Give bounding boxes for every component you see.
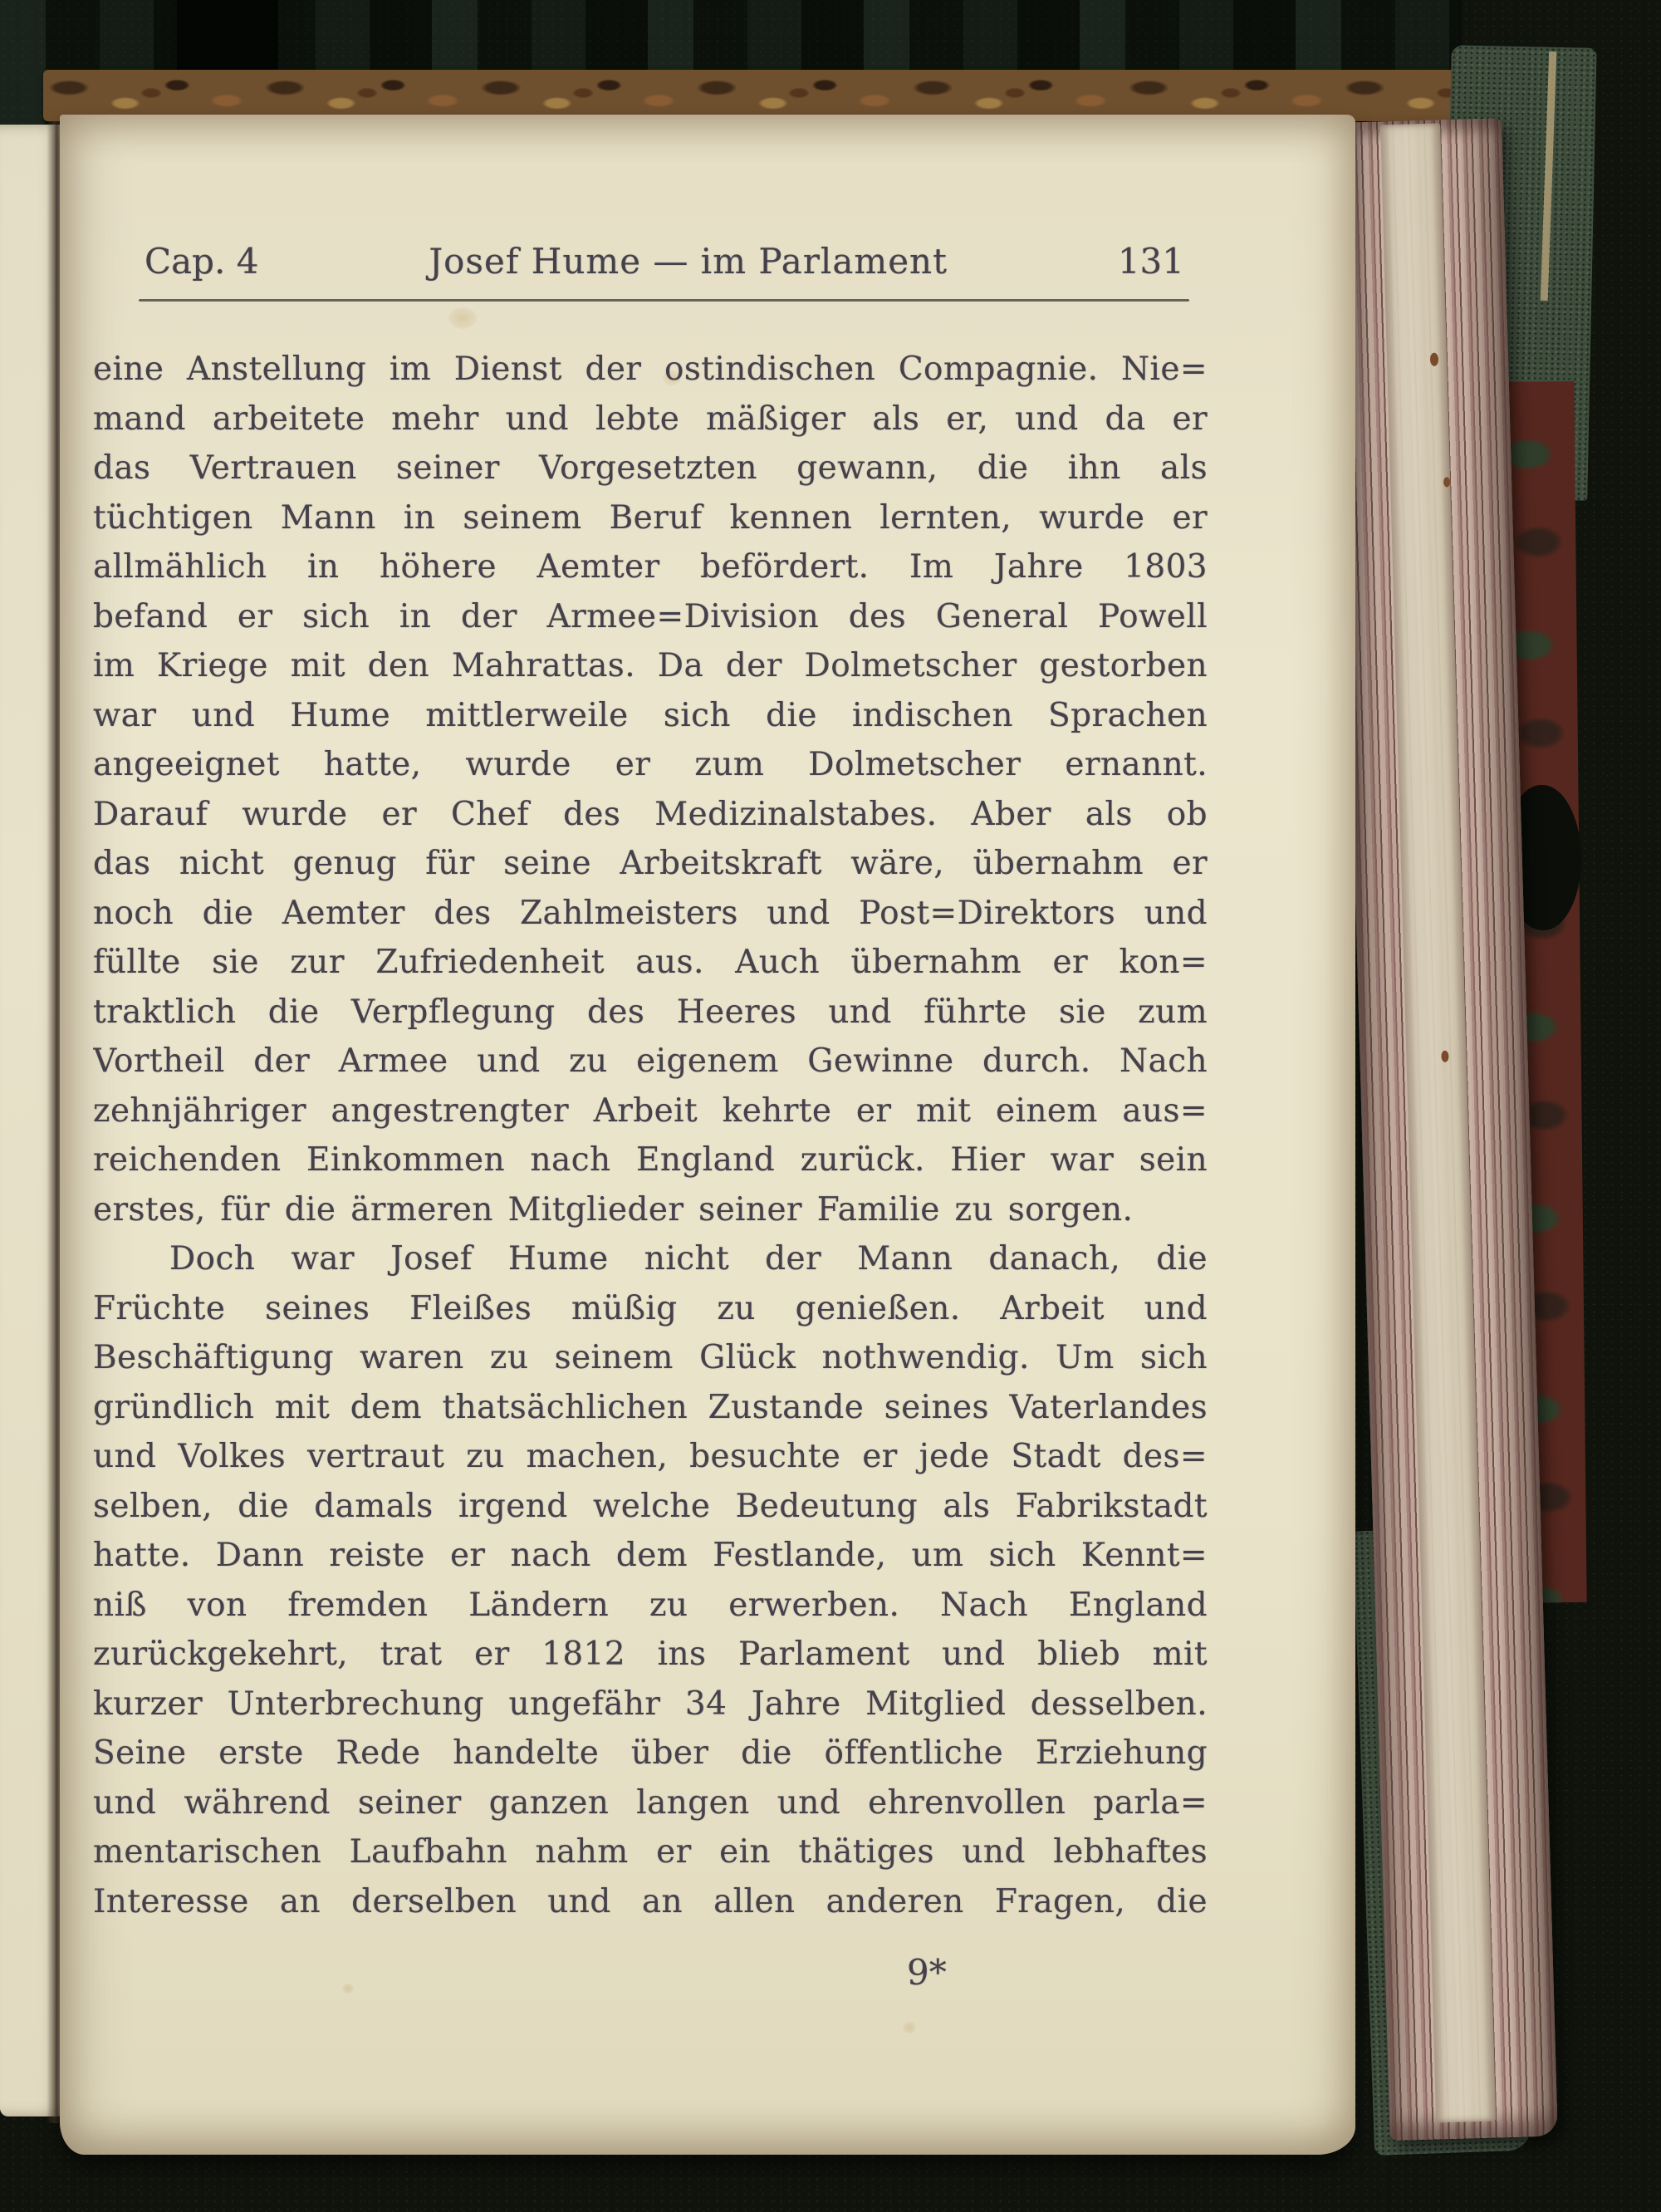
text-line: Interesse an derselben und an allen anderen Fragen, die xyxy=(93,1882,1208,1920)
text-line: hatte. Dann reiste er nach dem Festlande, um sich Kennt= xyxy=(93,1537,1208,1574)
running-header xyxy=(93,239,1208,284)
text-line: traktlich die Verpflegung des Heeres und führte sie zum xyxy=(93,993,1208,1031)
body-text xyxy=(93,345,1208,1926)
text-line: gründlich mit dem thatsächlichen Zustande seines Vaterlandes xyxy=(93,1388,1208,1426)
text-line: das nicht genug für seine Arbeitskraft wäre, übernahm er xyxy=(93,845,1208,882)
text-line: noch die Aemter des Zahlmeisters und Post=Direktors und xyxy=(93,894,1208,932)
text-line: im Kriege mit den Mahrattas. Da der Dolmetscher gestorben xyxy=(93,647,1208,684)
text-line: erstes, für die ärmeren Mitglieder seiner Familie zu sorgen. xyxy=(93,1190,1134,1229)
page-text xyxy=(93,239,1208,1926)
text-line: selben, die damals irgend welche Bedeutung als Fabrikstadt xyxy=(93,1487,1208,1525)
text-line: und während seiner ganzen langen und ehrenvollen parla= xyxy=(93,1783,1208,1822)
book-top-edge-marbling xyxy=(43,70,1455,121)
text-line: füllte sie zur Zufriedenheit aus. Auch übernahm er kon= xyxy=(93,944,1208,981)
signature-mark: 9* xyxy=(907,1952,947,1993)
paper-stain xyxy=(903,2022,916,2033)
running-title: Josef Hume — im Parlament xyxy=(429,241,948,282)
fore-edge-fleck xyxy=(1441,1051,1448,1062)
text-line: Darauf wurde er Chef des Medizinalstabes. Aber als ob xyxy=(93,795,1208,833)
paper-stain xyxy=(342,1984,354,1994)
text-line: niß von fremden Ländern zu erwerben. Nach England xyxy=(93,1586,1208,1624)
text-line: angeeignet hatte, wurde er zum Dolmetscher ernannt. xyxy=(93,746,1208,783)
fore-edge-fleck xyxy=(1443,477,1450,487)
text-line: Früchte seines Fleißes müßig zu genießen. Arbeit und xyxy=(93,1289,1208,1327)
text-line: mand arbeitete mehr und lebte mäßiger als er, und da er xyxy=(93,400,1208,438)
text-line-paragraph-start: Doch war Josef Hume nicht der Mann danach, die xyxy=(169,1240,1208,1278)
fore-edge-fleck xyxy=(1430,353,1438,366)
text-line: tüchtigen Mann in seinem Beruf kennen lernten, wurde er xyxy=(93,498,1208,537)
chapter-label: Cap. 4 xyxy=(145,241,259,282)
header-rule xyxy=(139,299,1189,302)
page-number: 131 xyxy=(1117,241,1184,282)
text-line: zehnjähriger angestrengter Arbeit kehrte er mit einem aus= xyxy=(93,1091,1208,1130)
text-line: kurzer Unterbrechung ungefähr 34 Jahre Mitglied desselben. xyxy=(93,1685,1208,1723)
text-line: und Volkes vertraut zu machen, besuchte er jede Stadt des= xyxy=(93,1438,1208,1475)
text-line: befand er sich in der Armee=Division des General Powell xyxy=(93,597,1208,635)
text-line: mentarischen Laufbahn nahm er ein thätiges und lebhaftes xyxy=(93,1833,1208,1871)
book-page xyxy=(60,115,1355,2155)
text-line: war und Hume mittlerweile sich die indischen Sprachen xyxy=(93,696,1208,734)
text-line: Seine erste Rede handelte über die öffentliche Erziehung xyxy=(93,1734,1208,1772)
text-line: zurückgekehrt, trat er 1812 ins Parlament und blieb mit xyxy=(93,1636,1208,1673)
text-line: reichenden Einkommen nach England zurück. Hier war sein xyxy=(93,1141,1208,1179)
text-line: allmählich in höhere Aemter befördert. Im Jahre 1803 xyxy=(93,548,1208,586)
text-line: eine Anstellung im Dienst der ostindischen Compagnie. Nie= xyxy=(93,351,1208,388)
text-line: Vortheil der Armee und zu eigenem Gewinne durch. Nach xyxy=(93,1042,1208,1080)
text-line: Beschäftigung waren zu seinem Glück nothwendig. Um sich xyxy=(93,1339,1208,1376)
text-line: das Vertrauen seiner Vorgesetzten gewann, die ihn als xyxy=(93,449,1208,487)
